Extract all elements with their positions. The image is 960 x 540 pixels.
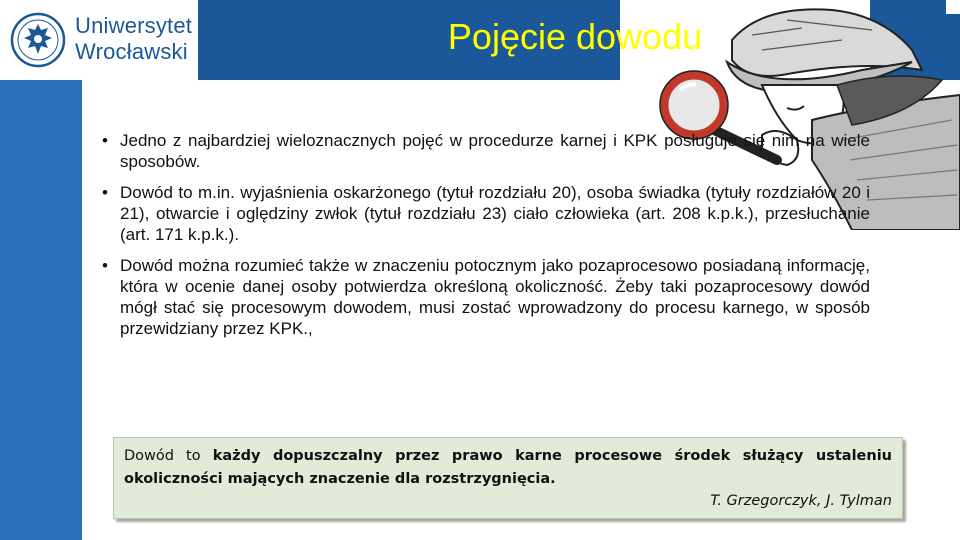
bullet-dot: • [102, 183, 108, 202]
bullet-dot: • [102, 256, 108, 275]
bullet-list [100, 130, 870, 349]
bullet-dot: • [102, 131, 108, 150]
university-emblem-icon [10, 12, 66, 68]
logo-text [75, 13, 192, 65]
definition-quote-box [113, 437, 903, 519]
university-logo [0, 0, 198, 80]
bullet-text: Dowód można rozumieć także w znaczeniu potocznym jako pozaprocesowo posiadaną informację, która w ocenie danej osoby potwierdza określoną okoliczność. Żeby taki pozaprocesowy dowód mógł stać się procesowym dowodem, musi zostać wprowadzony do procesu karnego, w sposób przewidziany przez KPK., [120, 256, 870, 338]
quote-lead: Dowód to [124, 448, 213, 464]
logo-line-1: Uniwersytet [75, 13, 193, 38]
list-item [100, 130, 870, 172]
left-stripe [0, 80, 82, 540]
logo-line-2: Wrocławski [75, 39, 188, 64]
quote-definition: każdy dopuszczalny przez prawo karne procesowe środek służący ustaleniu okoliczności mających znaczenie dla rozstrzygnięcia. [124, 448, 893, 487]
quote-author: T. Grzegorczyk, J. Tylman [710, 493, 892, 509]
bullet-text: Dowód to m.in. wyjaśnienia oskarżonego (tytuł rozdziału 20), osoba świadka (tytuły rozdziałów 20 i 21), otwarcie i oględziny zwłok (tytuł rozdziału 23) ciało człowieka (art. 208 k.p.k.), przesłuchanie (art. 171 k.p.k.). [120, 183, 870, 244]
list-item [100, 182, 870, 245]
quote-text [124, 445, 892, 491]
bullet-text: Jedno z najbardziej wieloznacznych pojęć w procedurze karnej i KPK posługuje się nim na wiele sposobów. [120, 131, 870, 171]
list-item [100, 255, 870, 339]
page-title: Pojęcie dowodu [447, 16, 703, 57]
